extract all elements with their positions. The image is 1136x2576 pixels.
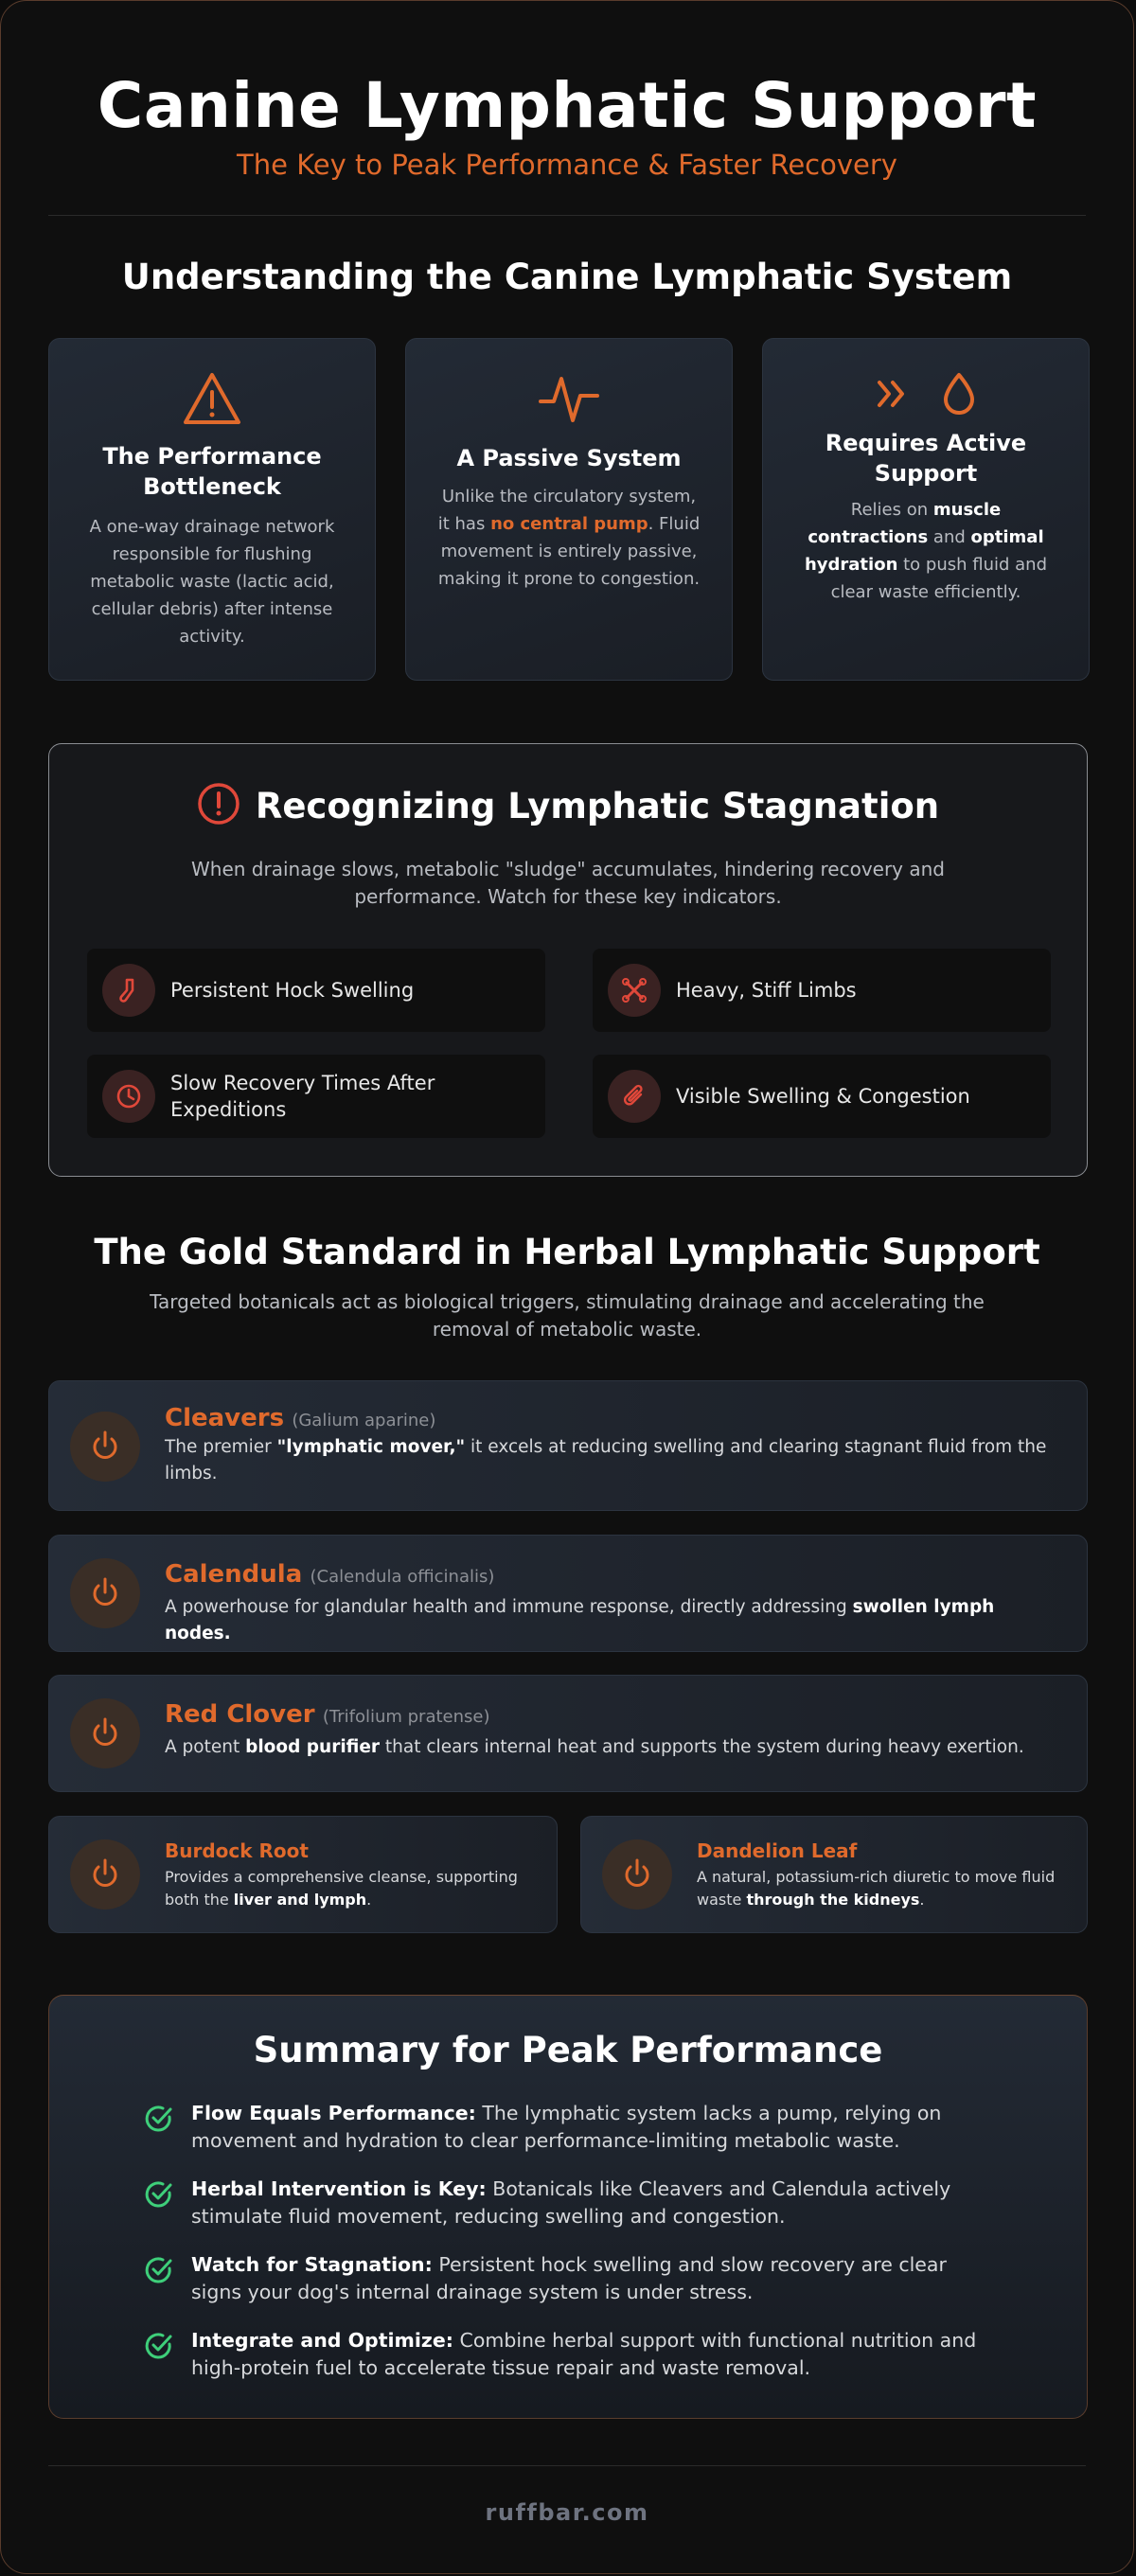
divider — [48, 2465, 1086, 2466]
summary-panel — [48, 1995, 1088, 2419]
check-circle-icon — [144, 2179, 174, 2210]
sock-icon — [102, 964, 155, 1017]
herb-name: Cleavers — [165, 1404, 285, 1432]
herb-card-dandelion-leaf — [580, 1816, 1088, 1933]
stagnation-description: When drainage slows, metabolic "sludge" accumulates, hindering recovery and performance. Watch for these key indicators. — [191, 858, 945, 908]
indicator-label: Heavy, Stiff Limbs — [676, 979, 857, 1002]
indicator-label: Slow Recovery Times After Expeditions — [170, 1072, 435, 1121]
card-title: Requires Active Support — [825, 430, 1027, 487]
herb-card-cleavers — [48, 1380, 1088, 1511]
footer-site-link[interactable]: ruffbar.com — [485, 2499, 649, 2526]
power-icon — [70, 1558, 140, 1628]
card-title: A Passive System — [456, 445, 682, 471]
power-icon — [70, 1412, 140, 1482]
herb-name: Dandelion Leaf — [697, 1839, 858, 1862]
card-text: A one-way drainage network responsible for flushing metabolic waste (lactic acid, cellular debris) after intense activity. — [89, 517, 335, 647]
herb-description: The premier "lymphatic mover," it excels at reducing swelling and clearing stagnant fluid from the limbs. — [165, 1437, 1047, 1483]
herb-heading — [165, 1700, 490, 1729]
indicator-label: Persistent Hock Swelling — [170, 979, 415, 1002]
herb-card-red-clover — [48, 1675, 1088, 1792]
summary-title: Summary for Peak Performance — [253, 2030, 883, 2070]
clock-icon — [102, 1070, 155, 1123]
herb-card-calendula — [48, 1535, 1088, 1652]
card-text: Relies on muscle contractions and optimal hydration to push fluid and clear waste efficiently. — [804, 500, 1048, 602]
indicator-label: Visible Swelling & Congestion — [676, 1085, 970, 1108]
herb-card-burdock-root — [48, 1816, 558, 1933]
summary-item: Watch for Stagnation: Persistent hock swelling and slow recovery are clear signs your dog's internal drainage system is under stress. — [144, 2251, 992, 2306]
herb-latin: (Galium aparine) — [292, 1411, 436, 1430]
herb-latin: (Calendula officinalis) — [310, 1567, 495, 1587]
card-active-support — [762, 338, 1090, 681]
herb-name: Burdock Root — [165, 1839, 309, 1862]
card-text: Unlike the circulatory system, it has no central pump. Fluid movement is entirely passive, making it prone to congestion. — [437, 487, 701, 589]
herb-heading — [165, 1404, 435, 1432]
herb-description: A powerhouse for glandular health and immune response, directly addressing swollen lymph nodes. — [165, 1597, 995, 1643]
indicator-item — [593, 949, 1051, 1032]
herb-description: Provides a comprehensive cleanse, supporting both the liver and lymph. — [165, 1868, 518, 1909]
stagnation-heading — [49, 782, 1087, 834]
bandage-icon — [608, 1070, 661, 1123]
page-title: Canine Lymphatic Support — [97, 69, 1038, 142]
indicator-item — [593, 1055, 1051, 1138]
herb-name: Red Clover — [165, 1700, 315, 1729]
card-passive-system — [405, 338, 733, 681]
card-performance-bottleneck — [48, 338, 376, 681]
herbal-description: Targeted botanicals act as biological triggers, stimulating drainage and accelerating the removal of metabolic waste. — [150, 1290, 985, 1341]
indicator-item — [87, 1055, 545, 1138]
power-icon — [70, 1698, 140, 1768]
pulse-icon — [406, 373, 732, 430]
understanding-title: Understanding the Canine Lymphatic System — [121, 257, 1013, 297]
herb-description: A potent blood purifier that clears internal heat and supports the system during heavy exertion. — [165, 1737, 1024, 1757]
herb-heading — [165, 1560, 494, 1589]
divider — [48, 215, 1086, 216]
check-circle-icon — [144, 2255, 174, 2285]
warning-triangle-icon — [49, 371, 375, 432]
crossed-bones-icon — [608, 964, 661, 1017]
check-circle-icon — [144, 2331, 174, 2361]
summary-item: Herbal Intervention is Key: Botanicals like Cleavers and Calendula actively stimulate fluid movement, reducing swelling and congestion. — [144, 2176, 992, 2230]
herb-latin: (Trifolium pratense) — [322, 1707, 490, 1727]
stagnation-panel — [48, 743, 1088, 1177]
page-subtitle: The Key to Peak Performance & Faster Recovery — [237, 149, 897, 181]
check-circle-icon — [144, 2104, 174, 2134]
herb-name: Calendula — [165, 1560, 303, 1589]
chevrons-right-icon — [874, 400, 912, 418]
indicator-item — [87, 949, 545, 1032]
herbal-title: The Gold Standard in Herbal Lymphatic Support — [94, 1232, 1040, 1272]
power-icon — [70, 1839, 140, 1910]
alert-circle-icon — [197, 782, 240, 834]
summary-item: Flow Equals Performance: The lymphatic system lacks a pump, relying on movement and hydration to clear performance-limiting metabolic waste. — [144, 2100, 992, 2155]
summary-item: Integrate and Optimize: Combine herbal support with functional nutrition and high-protein fuel to accelerate tissue repair and waste removal. — [144, 2327, 992, 2382]
droplet-icon — [940, 400, 978, 418]
herb-description: A natural, potassium-rich diuretic to move fluid waste through the kidneys. — [697, 1868, 1056, 1909]
power-icon — [602, 1839, 672, 1910]
stagnation-title: Recognizing Lymphatic Stagnation — [255, 786, 940, 826]
card-title: The Performance Bottleneck — [102, 443, 322, 500]
